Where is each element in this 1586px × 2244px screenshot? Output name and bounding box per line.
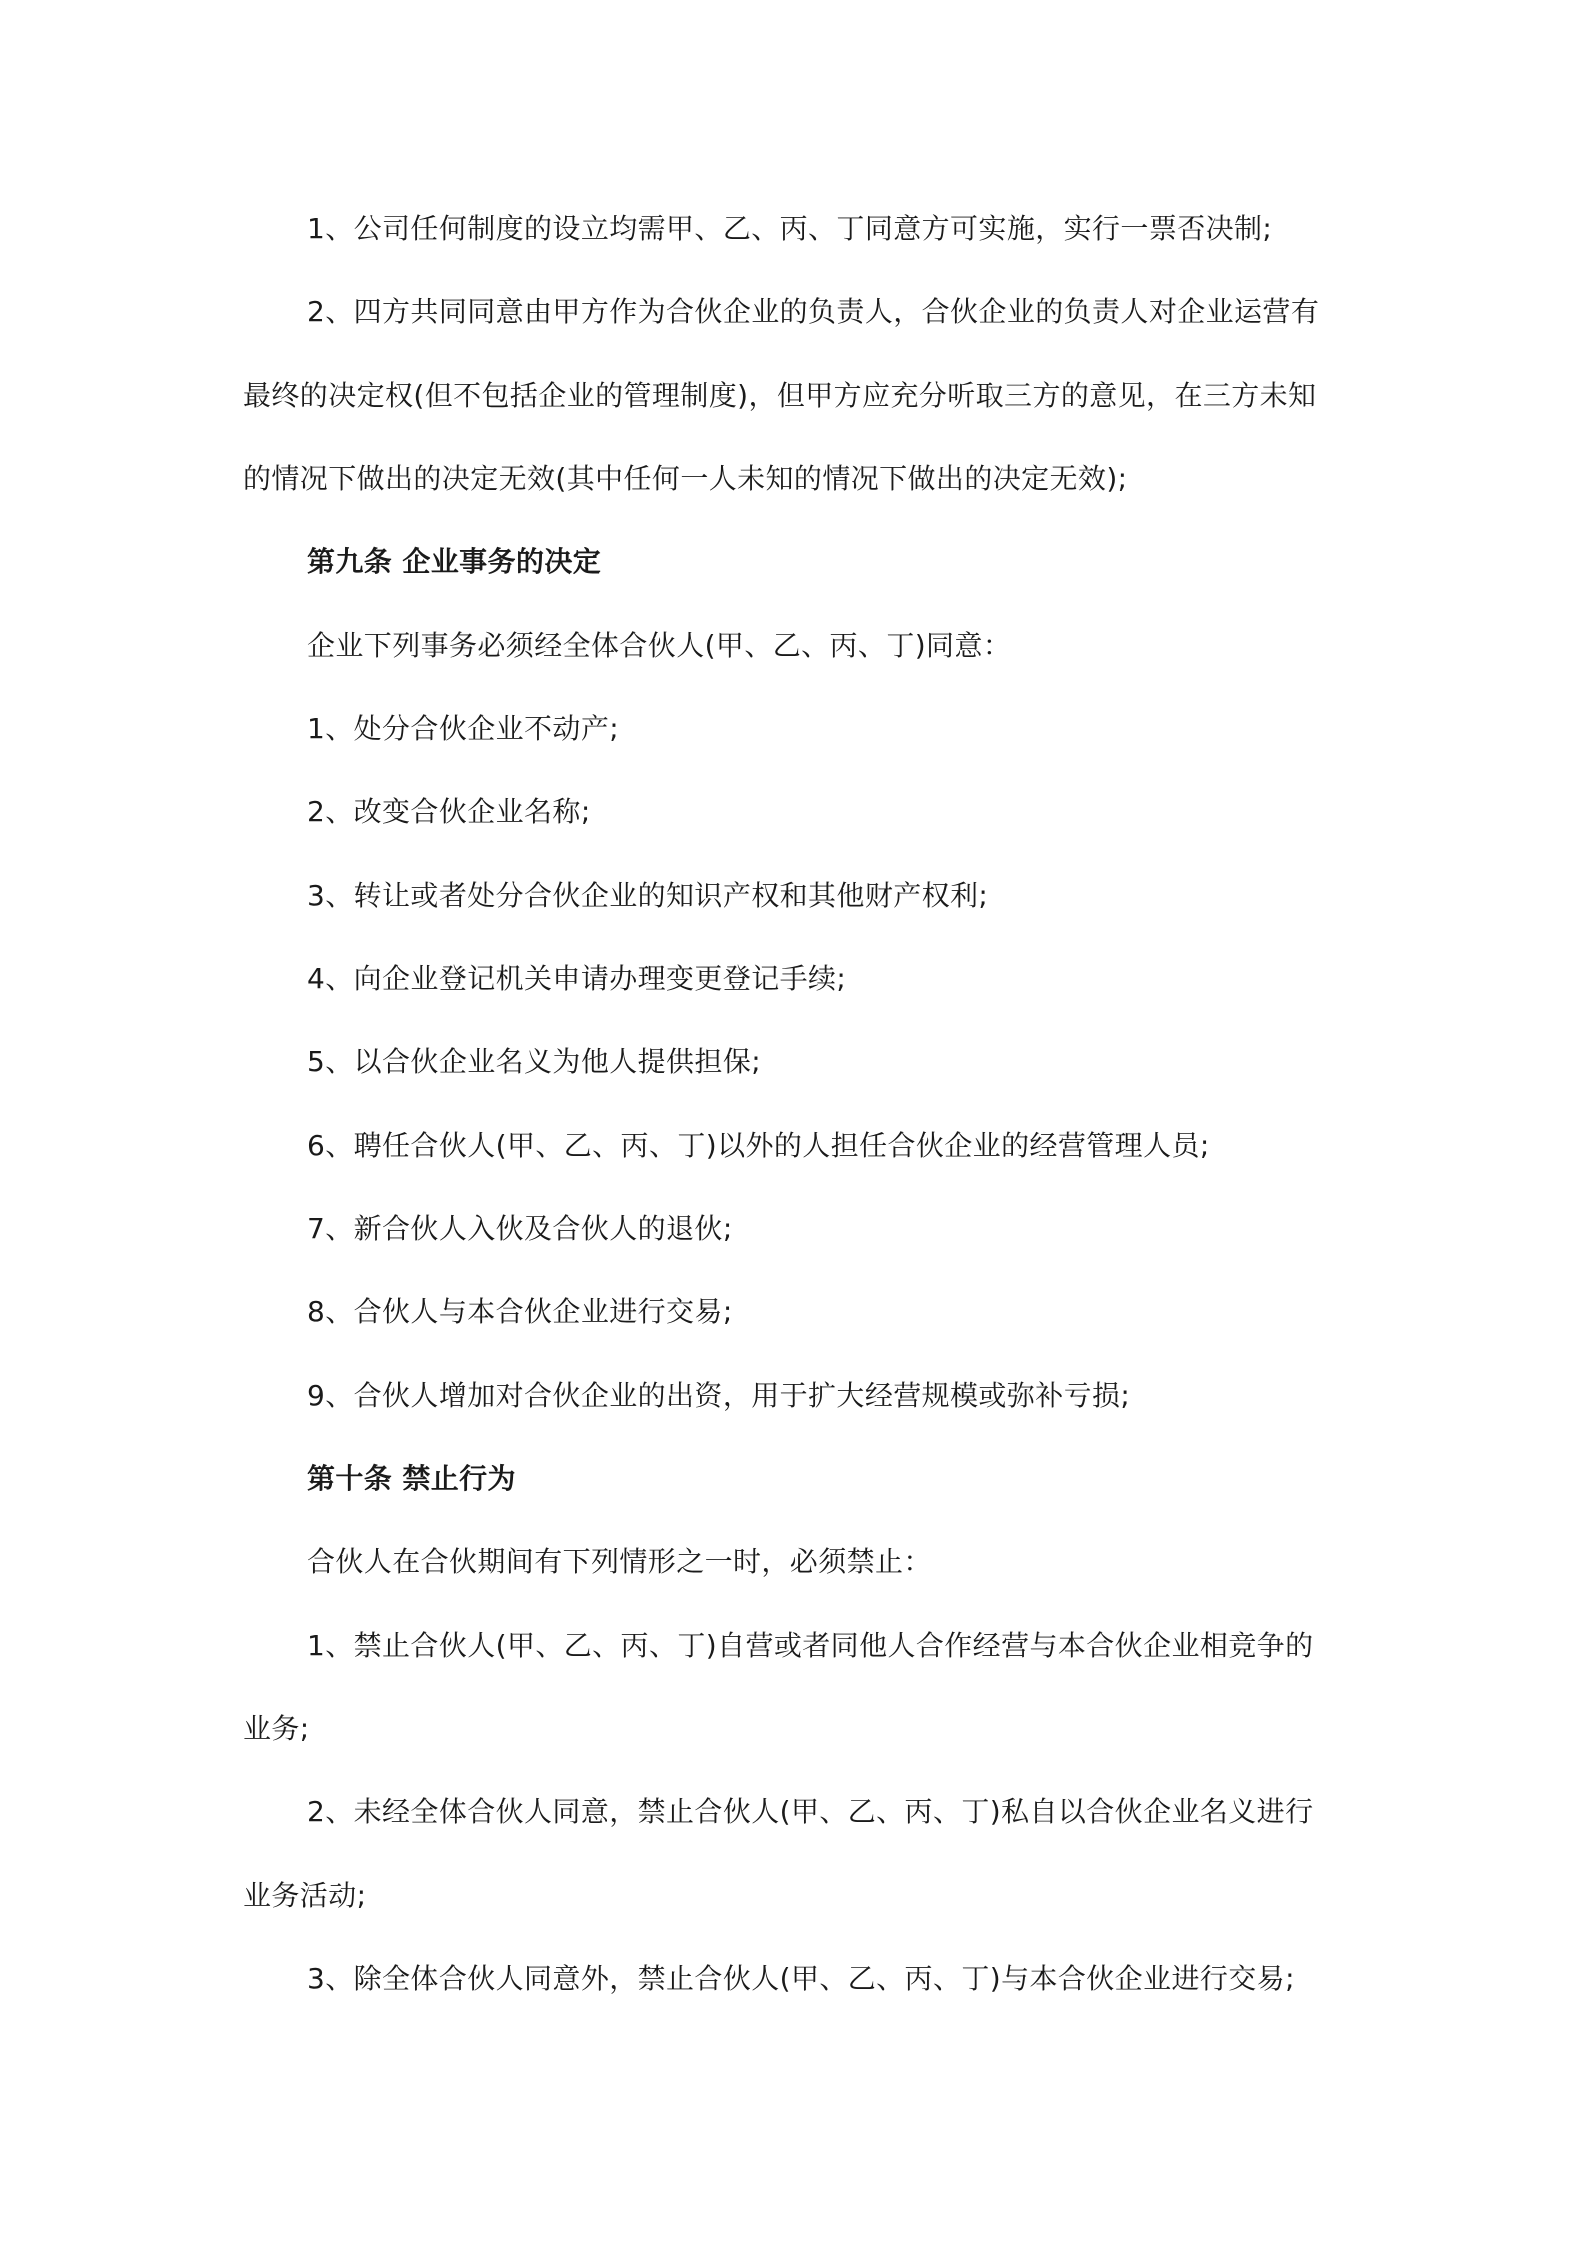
clause-10-item-2-line-1: 2、未经全体合伙人同意，禁止合伙人(甲、乙、丙、丁)私自以合伙企业名义进行 [307, 1795, 1314, 1828]
clause-10-item-3: 3、除全体合伙人同意外，禁止合伙人(甲、乙、丙、丁)与本合伙企业进行交易; [307, 1962, 1295, 1995]
clause-9-item-7: 7、新合伙人入伙及合伙人的退伙; [307, 1212, 733, 1245]
clause-9-item-2: 2、改变合伙企业名称; [307, 795, 591, 828]
clause-9-item-3: 3、转让或者处分合伙企业的知识产权和其他财产权利; [307, 879, 989, 912]
clause-10-item-1-line-1: 1、禁止合伙人(甲、乙、丙、丁)自营或者同他人合作经营与本合伙企业相竞争的 [307, 1629, 1314, 1662]
clause-8-item-1: 1、公司任何制度的设立均需甲、乙、丙、丁同意方可实施，实行一票否决制; [307, 212, 1273, 245]
clause-9-item-1: 1、处分合伙企业不动产; [307, 712, 620, 745]
clause-10-item-2-line-2: 业务活动; [243, 1879, 367, 1912]
clause-9-item-5: 5、以合伙企业名义为他人提供担保; [307, 1045, 762, 1078]
clause-8-item-2-line-3: 的情况下做出的决定无效(其中任何一人未知的情况下做出的决定无效); [243, 462, 1128, 495]
clause-9-item-6: 6、聘任合伙人(甲、乙、丙、丁)以外的人担任合伙企业的经营管理人员; [307, 1129, 1210, 1162]
clause-10-intro: 合伙人在合伙期间有下列情形之一时，必须禁止： [307, 1545, 932, 1578]
clause-8-item-2-line-1: 2、四方共同同意由甲方作为合伙企业的负责人，合伙企业的负责人对企业运营有 [307, 295, 1320, 328]
clause-10-item-1-line-2: 业务; [243, 1712, 310, 1745]
clause-9-heading: 第九条 企业事务的决定 [307, 545, 602, 578]
clause-9-intro: 企业下列事务必须经全体合伙人(甲、乙、丙、丁)同意： [307, 629, 1012, 662]
clause-9-item-8: 8、合伙人与本合伙企业进行交易; [307, 1295, 733, 1328]
clause-8-item-2-line-2: 最终的决定权(但不包括企业的管理制度)，但甲方应充分听取三方的意见，在三方未知 [243, 379, 1317, 412]
clause-9-item-4: 4、向企业登记机关申请办理变更登记手续; [307, 962, 847, 995]
clause-9-item-9: 9、合伙人增加对合伙企业的出资，用于扩大经营规模或弥补亏损; [307, 1379, 1131, 1412]
clause-10-heading: 第十条 禁止行为 [307, 1462, 516, 1495]
